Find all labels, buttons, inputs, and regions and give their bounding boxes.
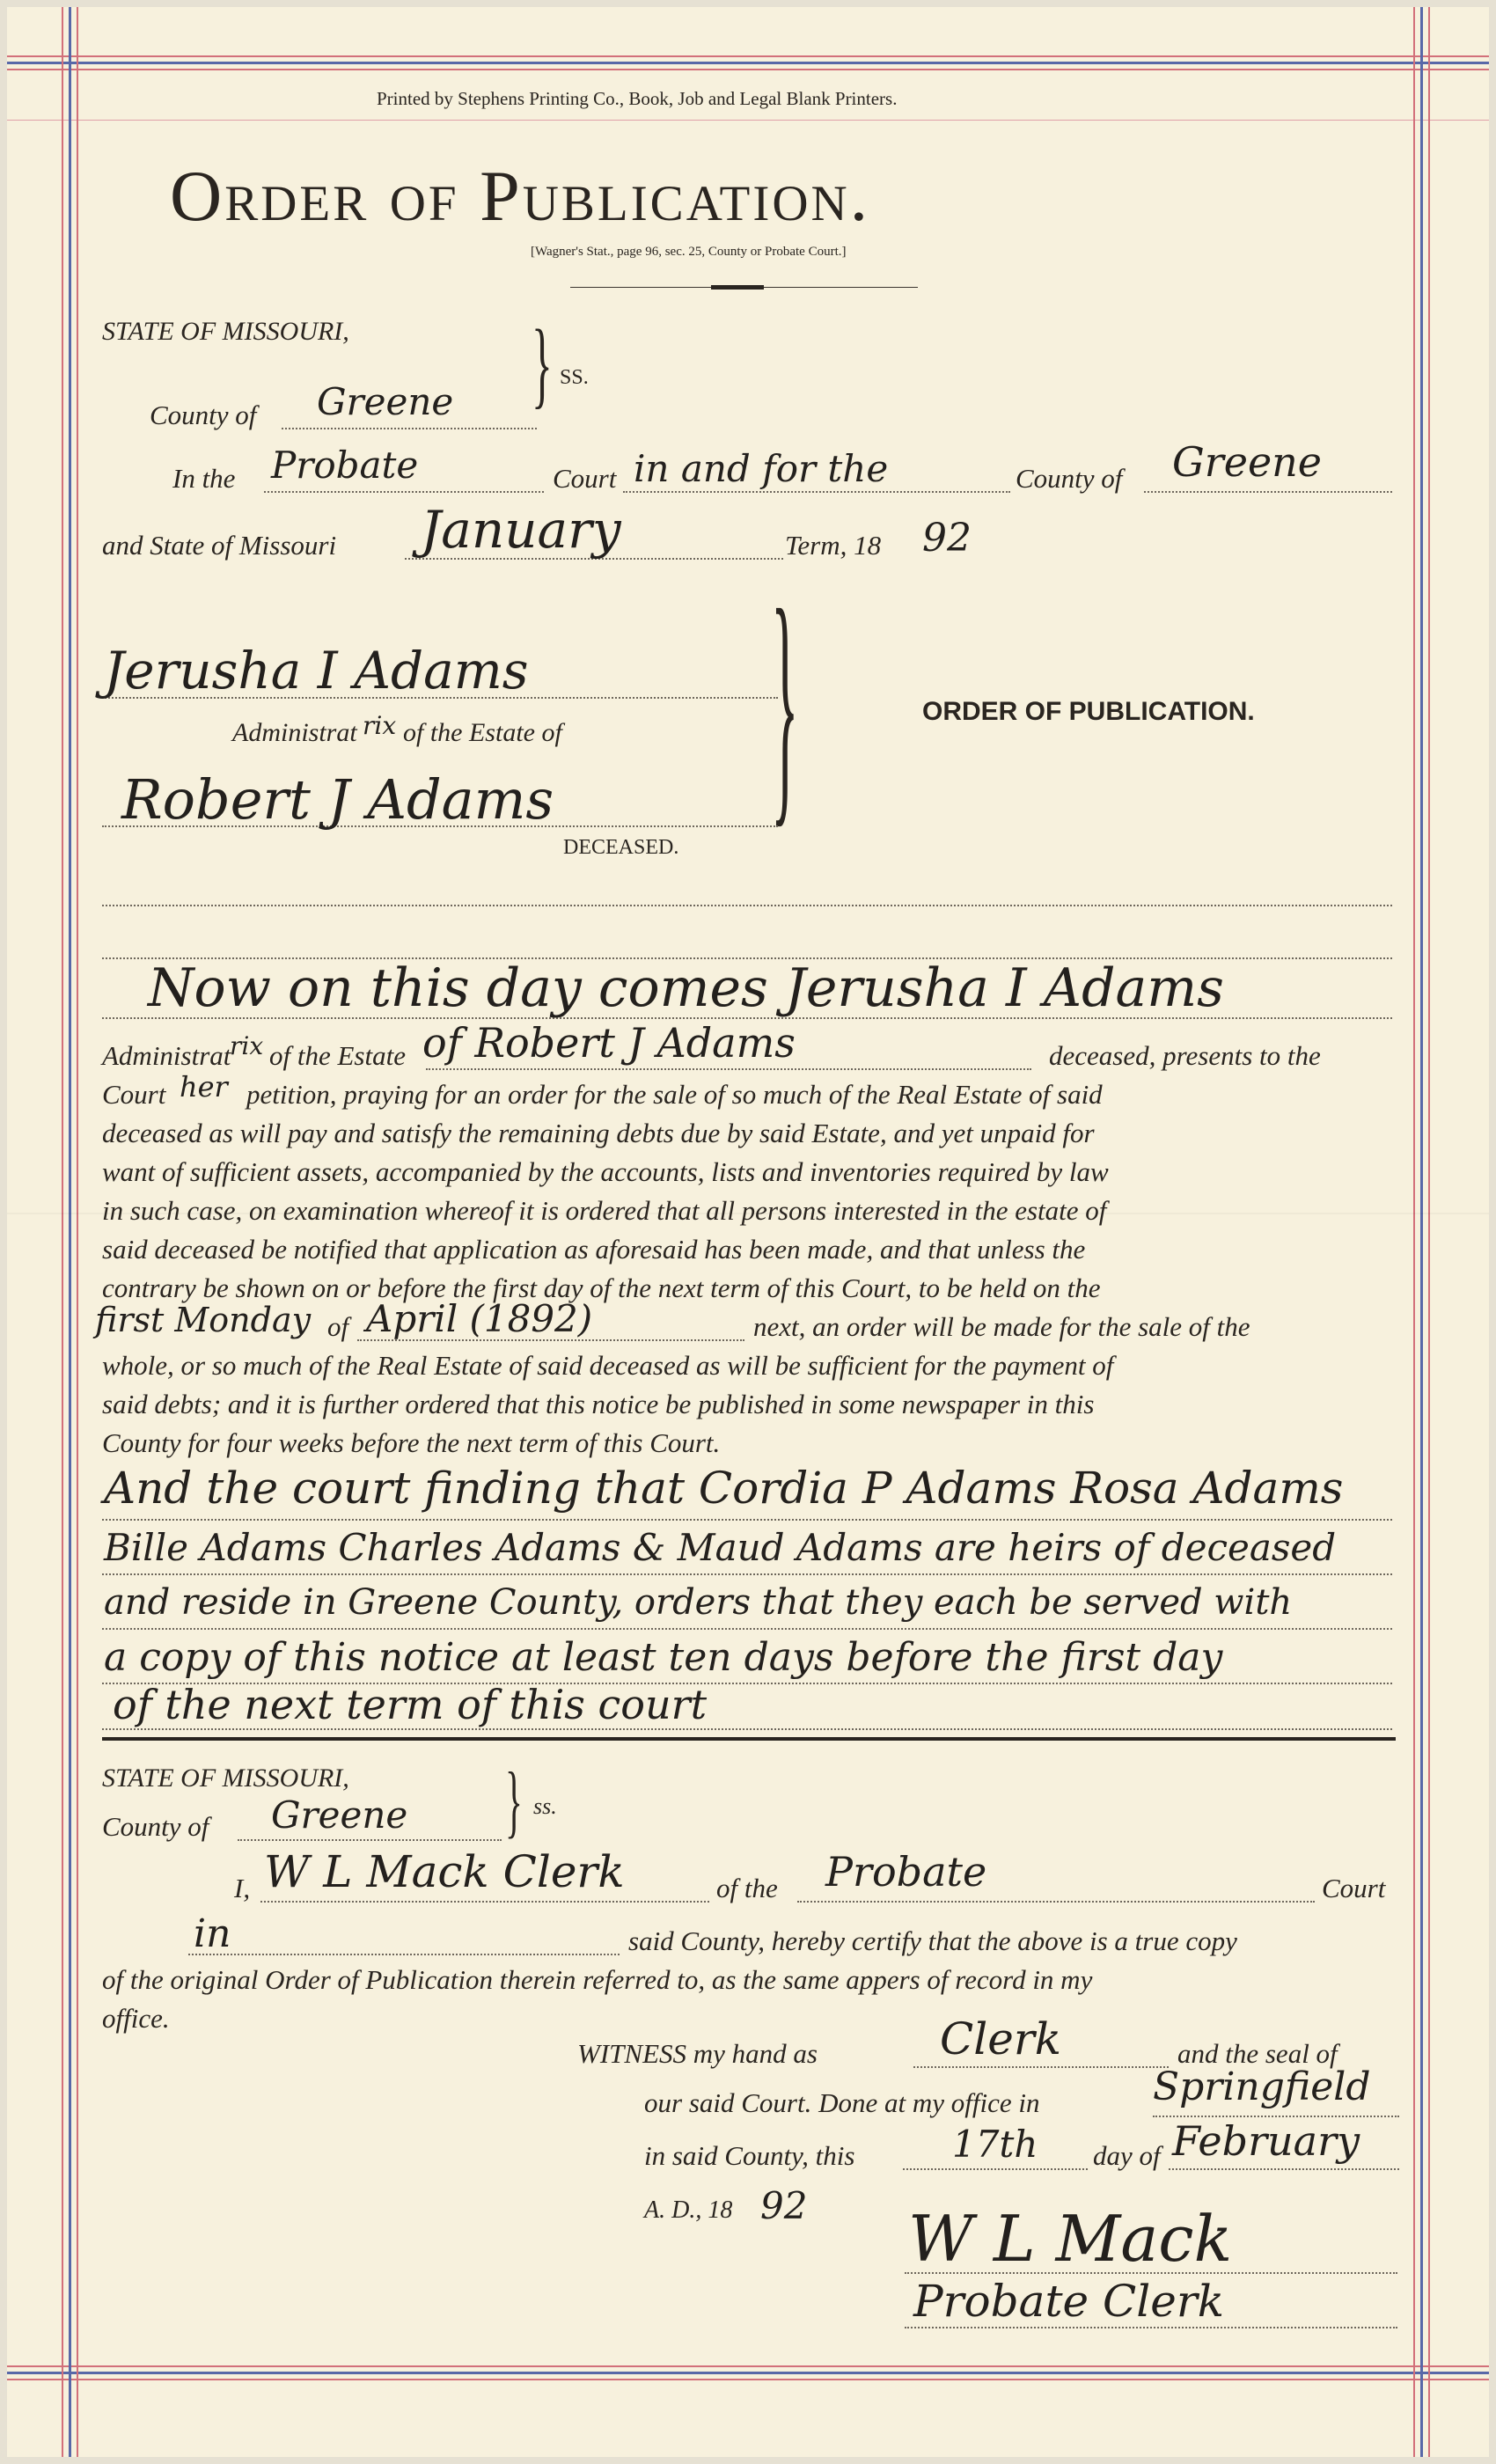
cert-ad: A. D., 18 (644, 2196, 733, 2224)
cert-witness-line (913, 2066, 1169, 2068)
in-the-label: In the (172, 463, 236, 494)
cert-ss: ss. (533, 1793, 557, 1819)
cert-clerk-name: W L Mack Clerk (264, 1846, 625, 1897)
border-bottom-red2 (7, 2379, 1489, 2380)
cert-county-value: Greene (271, 1793, 408, 1837)
border-left-red2 (77, 7, 78, 2457)
cert-month-line (1169, 2168, 1399, 2170)
body-l9-hand2: April (1892) (366, 1297, 593, 1340)
border-left-red (62, 7, 63, 2457)
court-text: in and for the (634, 447, 889, 490)
body-hand-p3: and reside in Greene County, orders that they each be served with (104, 1582, 1293, 1623)
caption-state: STATE OF MISSOURI, (102, 317, 349, 346)
cert-brace: } (505, 1756, 523, 1845)
signature-title-line (905, 2327, 1397, 2328)
cert-court-label: Court (1322, 1873, 1386, 1903)
court-label: Court (553, 463, 617, 494)
side-heading: ORDER OF PUBLICATION. (922, 697, 1255, 726)
term-label: Term, 18 (785, 530, 882, 561)
cert-county-line (238, 1839, 502, 1841)
hand-p3-rule (102, 1628, 1392, 1630)
cert-our-court: our said Court. Done at my office in (644, 2087, 1040, 2118)
border-top-blue (7, 62, 1489, 64)
body-l11: said debts; and it is further ordered that this notice be published in some newspaper in this (102, 1389, 1095, 1419)
body-hand-p5: of the next term of this court (113, 1681, 708, 1728)
body-l3a: Court (102, 1079, 166, 1110)
border-bottom-red (7, 2365, 1489, 2367)
document-page (7, 7, 1489, 2457)
body-l12: County for four weeks before the next term of this Court. (102, 1427, 721, 1458)
body-l3-hand: her (180, 1070, 228, 1104)
body-l5: want of sufficient assets, accompanied by the accounts, lists and inventories required by law (102, 1156, 1109, 1187)
cert-ad-year: 92 (760, 2184, 808, 2227)
county-value: Greene (317, 380, 454, 423)
administrator-name: Jerusha I Adams (104, 641, 529, 700)
body-hand-p1: And the court finding that Cordia P Adams Rosa Adams (104, 1463, 1344, 1514)
body-l2-hand: of Robert J Adams (422, 1019, 796, 1067)
cert-month-hand: February (1172, 2117, 1360, 2165)
cert-i: I, (234, 1873, 251, 1903)
body-l2-rule (426, 1068, 1031, 1070)
body-l10: whole, or so much of the Real Estate of said deceased as will be sufficient for the payment of (102, 1350, 1114, 1381)
parties-brace: } (771, 556, 799, 848)
statute-citation: [Wagner's Stat., page 96, sec. 25, County or Probate Court.] (531, 245, 847, 259)
court-text-line (623, 491, 1010, 493)
administrator-label-a: Administrat (232, 718, 357, 747)
blank-line-1 (102, 905, 1392, 906)
border-top-red2 (7, 69, 1489, 70)
cert-day-of: day of (1093, 2140, 1161, 2171)
cert-and-seal: and the seal of (1177, 2038, 1338, 2069)
cert-witness-hand: Clerk (940, 2013, 1062, 2064)
body-hand-line-1: Now on this day comes Jerusha I Adams (148, 957, 1224, 1019)
hand-p2-rule (102, 1573, 1392, 1575)
signature: W L Mack (908, 2202, 1233, 2276)
county-line-2 (1144, 491, 1392, 493)
body-hand-p2: Bille Adams Charles Adams & Maud Adams are heirs of deceased (104, 1526, 1337, 1569)
cert-day-line (903, 2168, 1088, 2170)
border-right-red (1413, 7, 1415, 2457)
deceased-name: Robert J Adams (121, 767, 554, 832)
signature-title: Probate Clerk (913, 2276, 1225, 2327)
cert-in-county: in said County, this (644, 2140, 855, 2171)
deceased-label: DECEASED. (563, 836, 679, 859)
cert-in-hand: in (194, 1911, 231, 1956)
cert-court-line (797, 1901, 1315, 1903)
cert-state: STATE OF MISSOURI, (102, 1764, 349, 1793)
border-right-red2 (1428, 7, 1430, 2457)
county-label: County of (150, 400, 257, 430)
document-title: Order of Publication. (170, 156, 871, 236)
border-top-red (7, 55, 1489, 57)
caption-ss: SS. (560, 366, 589, 389)
administrator-label-b: of the Estate of (403, 718, 562, 747)
cert-witness: WITNESS my hand as (577, 2038, 818, 2069)
body-l7: said deceased be notified that application as aforesaid has been made, and that unless the (102, 1234, 1086, 1265)
cert-county-label: County of (102, 1811, 209, 1842)
body-l9a: of (327, 1311, 349, 1342)
body-l2c: deceased, presents to the (1049, 1040, 1321, 1071)
cert-of-the: of the (716, 1873, 778, 1903)
body-l6: in such case, on examination whereof it is ordered that all persons interested in the estate of (102, 1195, 1107, 1226)
cert-line: said County, hereby certify that the above is a true copy (628, 1925, 1237, 1956)
body-l3b: petition, praying for an order for the sale of so much of the Real Estate of said (246, 1079, 1103, 1110)
cert-office: office. (102, 2003, 170, 2034)
cert-clerk-line (260, 1901, 709, 1903)
printer-line: Printed by Stephens Printing Co., Book, Job and Legal Blank Printers. (377, 88, 898, 109)
term-year: 92 (922, 516, 972, 561)
body-l8: contrary be shown on or before the first day of the next term of this Court, to be held on the (102, 1272, 1101, 1303)
cert-line-2: of the original Order of Publication therein referred to, as the same appers of record in my (102, 1964, 1093, 1995)
body-l2a: Administrat (102, 1040, 231, 1071)
caption-brace: } (532, 310, 553, 417)
county-line (282, 428, 537, 429)
border-top-thin (7, 120, 1489, 121)
court-line (264, 491, 544, 493)
body-l9b: next, an order will be made for the sale of the (753, 1311, 1250, 1342)
body-l9-hand: first Monday (95, 1301, 312, 1339)
section-divider (102, 1737, 1396, 1741)
body-l2b: of the Estate (269, 1040, 406, 1071)
cert-place-hand: Springfield (1153, 2064, 1371, 2109)
border-left-blue (69, 7, 71, 2457)
hand-p1-rule (102, 1519, 1392, 1521)
border-bottom-blue (7, 2372, 1489, 2374)
hand-p5-rule (102, 1728, 1392, 1730)
body-hand-p4: a copy of this notice at least ten days before the first day (104, 1635, 1223, 1680)
title-rule-bar (711, 285, 764, 290)
body-l2-suffix: rix (230, 1031, 264, 1060)
and-state-label: and State of Missouri (102, 530, 337, 561)
cert-day-hand: 17th (952, 2123, 1038, 2166)
cert-court-value: Probate (825, 1848, 987, 1896)
cert-in-line (188, 1954, 620, 1955)
court-value: Probate (271, 444, 419, 487)
border-right-blue (1420, 7, 1423, 2457)
county-of-label: County of (1016, 463, 1123, 494)
term-value: January (421, 500, 621, 560)
body-l4: deceased as will pay and satisfy the remaining debts due by said Estate, and yet unpaid for (102, 1118, 1095, 1148)
county-value-2: Greene (1172, 438, 1323, 486)
administrator-suffix: rix (363, 711, 397, 740)
